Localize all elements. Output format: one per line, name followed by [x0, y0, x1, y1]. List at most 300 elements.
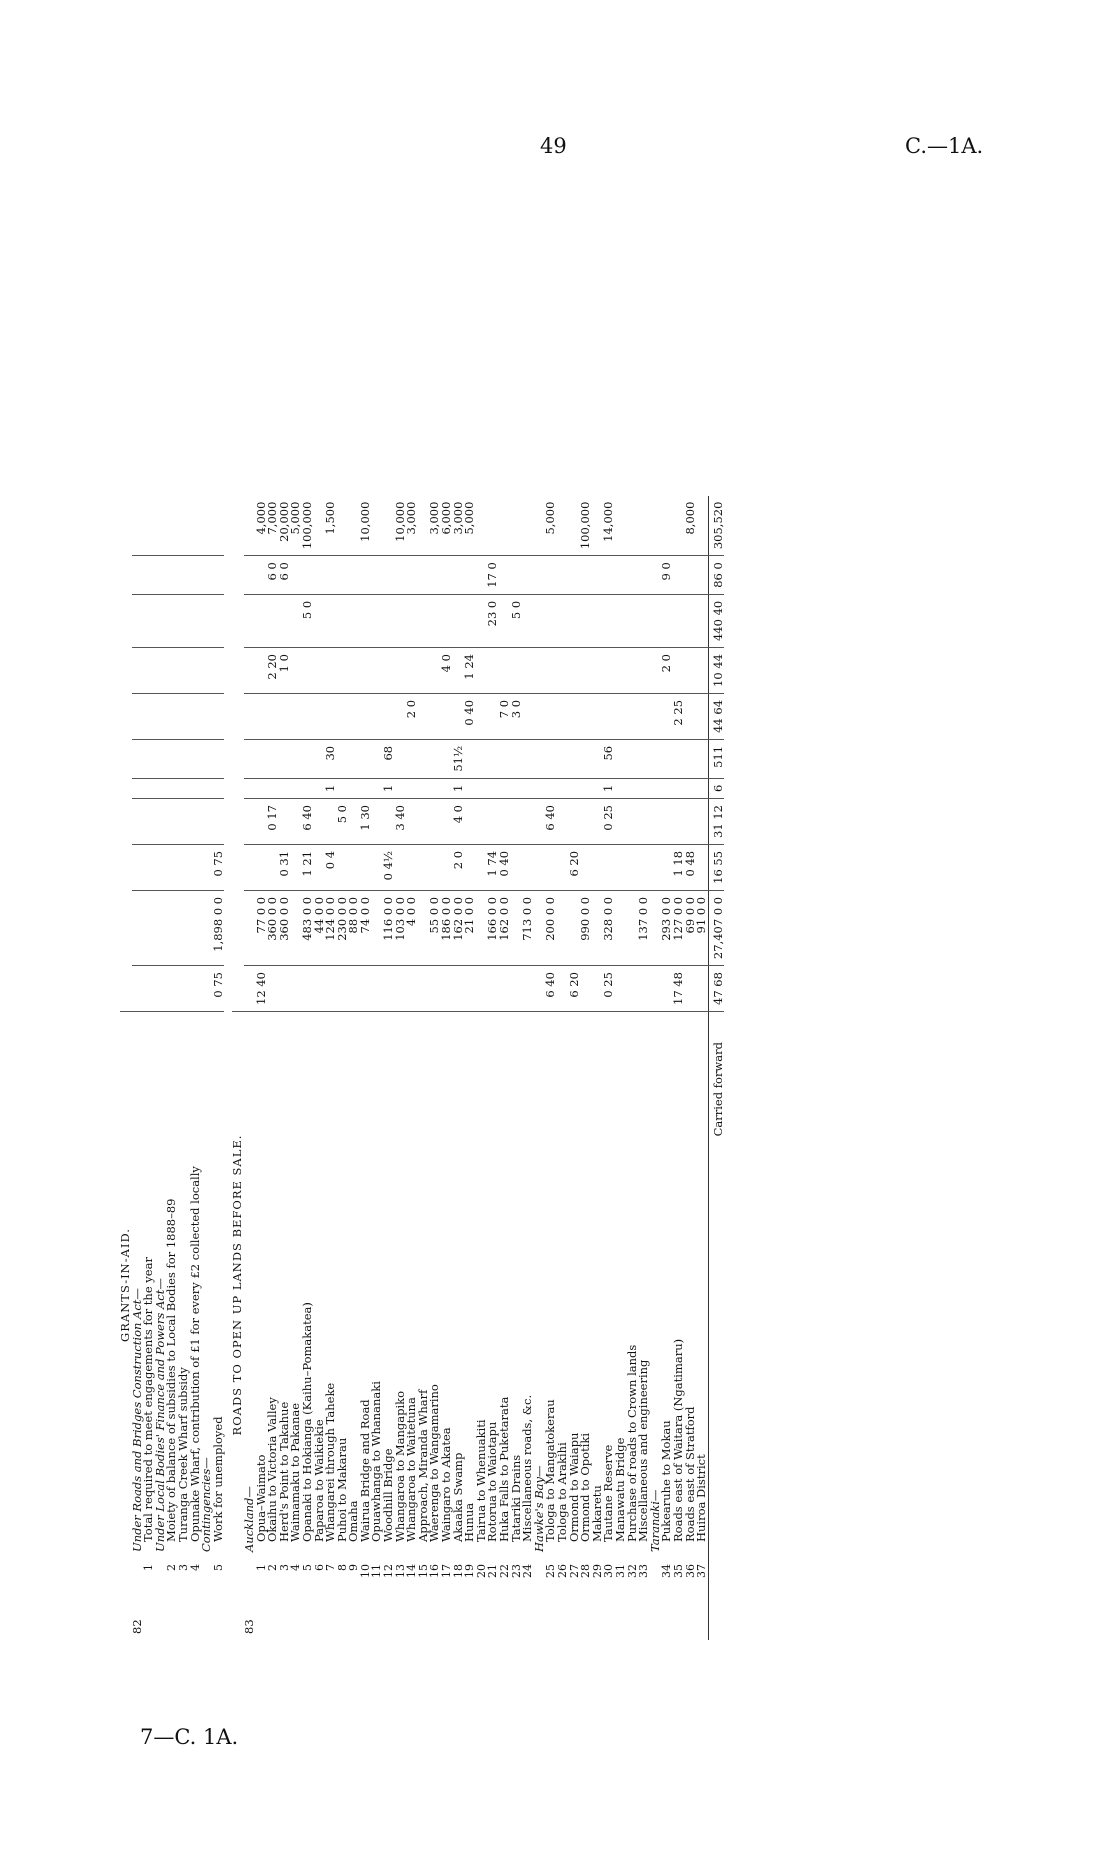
cell-c7	[545, 693, 557, 739]
item-name: Waimamaku to Pakanae	[288, 1402, 303, 1542]
cell-c6	[290, 739, 302, 778]
cell-c6	[213, 739, 225, 778]
cell-c5	[476, 778, 488, 798]
cell-c10	[190, 556, 202, 595]
item-name: Pukearuhe to Mokau	[659, 1420, 674, 1542]
cell-c5	[615, 778, 627, 798]
cell-c7	[418, 693, 430, 739]
cell-c4	[190, 799, 202, 845]
cell-c11: 100,000	[580, 496, 592, 556]
cell-c9	[314, 594, 326, 647]
cell-c3	[429, 844, 441, 890]
cell-c7	[638, 693, 650, 739]
item-name: Tairua to Whenuakiti	[473, 1419, 488, 1542]
cell-c3	[166, 844, 178, 890]
vote-number	[213, 1594, 225, 1640]
cell-c1	[132, 966, 144, 1012]
cell-c2: 360 0 0	[267, 890, 279, 965]
total-c4: 31 12	[708, 799, 724, 845]
cell-c9	[395, 594, 407, 647]
item-name: Turanga Creek Wharf subsidy	[175, 1367, 190, 1542]
cell-c11	[696, 496, 708, 556]
cell-c9	[569, 594, 581, 647]
cell-c2	[143, 890, 155, 965]
cell-c9	[418, 594, 430, 647]
cell-c6	[661, 739, 673, 778]
cell-c2: 293 0 0	[661, 890, 673, 965]
vote-number	[511, 1594, 523, 1640]
cell-c9	[325, 594, 337, 647]
cell-c7	[244, 693, 256, 739]
cell-c1: 0 75	[213, 966, 225, 1012]
item-name: Tologa to Mangatokerau	[543, 1399, 558, 1542]
cell-c2: 230 0 0	[337, 890, 349, 965]
cell-c7	[383, 693, 395, 739]
cell-c1	[580, 966, 592, 1012]
item-name: Hunua	[462, 1502, 477, 1542]
cell-c6	[256, 739, 268, 778]
cell-c6	[685, 739, 697, 778]
item-name: Roads east of Stratford	[682, 1406, 697, 1542]
cell-c2: 186 0 0	[441, 890, 453, 965]
cell-c9	[661, 594, 673, 647]
vote-number	[201, 1594, 213, 1640]
cell-c7	[190, 693, 202, 739]
cell-c9	[580, 594, 592, 647]
cell-c5	[638, 778, 650, 798]
cell-c7	[348, 693, 360, 739]
cell-c5	[429, 778, 441, 798]
cell-c5	[132, 778, 144, 798]
cell-c4	[685, 799, 697, 845]
cell-c10	[155, 556, 167, 595]
cell-c5	[155, 778, 167, 798]
cell-c6	[178, 739, 190, 778]
item-name: Omaha	[346, 1500, 361, 1542]
cell-c11	[132, 496, 144, 556]
cell-c6	[522, 739, 534, 778]
cell-c6	[580, 739, 592, 778]
item-number: 29	[590, 1564, 604, 1578]
cell-c11	[143, 496, 155, 556]
item-name: Total required to meet engagements for the year	[141, 1257, 156, 1542]
cell-c1	[696, 966, 708, 1012]
cell-c2	[178, 890, 190, 965]
cell-c10	[290, 556, 302, 595]
cell-c8	[155, 648, 167, 694]
cell-c2: 137 0 0	[638, 890, 650, 965]
item-number: 6	[312, 1564, 326, 1571]
cell-c7	[441, 693, 453, 739]
cell-c4: 5 0	[337, 799, 349, 845]
cell-c10: 17 0	[487, 556, 499, 595]
cell-c4	[201, 799, 213, 845]
vote-number	[499, 1594, 511, 1640]
cell-c6	[476, 739, 488, 778]
cell-c7	[166, 693, 178, 739]
cell-c1	[178, 966, 190, 1012]
cell-c7	[429, 693, 441, 739]
cell-c6	[673, 739, 685, 778]
cell-c5	[545, 778, 557, 798]
cell-c11	[627, 496, 639, 556]
cell-c6	[487, 739, 499, 778]
item-name: Paparoa to Waikiekie	[311, 1419, 326, 1542]
cell-c8	[487, 648, 499, 694]
item-number: 2	[266, 1564, 280, 1571]
item-number: 7	[324, 1564, 338, 1571]
cell-c2: 116 0 0	[383, 890, 395, 965]
vote-number	[464, 1594, 476, 1640]
cell-c8	[383, 648, 395, 694]
cell-c9	[627, 594, 639, 647]
cell-c5	[279, 778, 291, 798]
cell-c9	[267, 594, 279, 647]
cell-c8	[476, 648, 488, 694]
cell-c6	[511, 739, 523, 778]
vote-number	[371, 1594, 383, 1640]
item-number: 9	[347, 1564, 361, 1571]
cell-c7	[580, 693, 592, 739]
cell-c9	[406, 594, 418, 647]
item-name: Auckland—	[241, 1486, 256, 1552]
item-name: Tautane Reserve	[601, 1444, 616, 1542]
cell-c9	[337, 594, 349, 647]
table-row	[638, 496, 650, 1640]
cell-c11	[650, 496, 662, 556]
cell-c8	[190, 648, 202, 694]
cell-c8	[213, 648, 225, 694]
item-number: 12	[382, 1564, 396, 1578]
vote-number	[290, 1594, 302, 1640]
cell-c10	[627, 556, 639, 595]
cell-c6	[337, 739, 349, 778]
item-number: 25	[544, 1564, 558, 1578]
total-c10: 86 0	[708, 556, 724, 595]
cell-c3	[256, 844, 268, 890]
cell-c8	[132, 648, 144, 694]
cell-c9: 5 0	[302, 594, 314, 647]
cell-c7	[522, 693, 534, 739]
cell-c5	[511, 778, 523, 798]
cell-c3	[395, 844, 407, 890]
cell-c5	[696, 778, 708, 798]
item-name: Manawatu Bridge	[612, 1437, 627, 1542]
cell-c1	[383, 966, 395, 1012]
cell-c9	[534, 594, 546, 647]
cell-c4	[132, 799, 144, 845]
table-row	[213, 496, 225, 1640]
cell-c3: 0 4½	[383, 844, 395, 890]
cell-c4	[627, 799, 639, 845]
cell-c2: 713 0 0	[522, 890, 534, 965]
cell-c2: 162 0 0	[499, 890, 511, 965]
cell-c9	[545, 594, 557, 647]
cell-c11	[166, 496, 178, 556]
vote-number	[673, 1594, 685, 1640]
cell-c10	[325, 556, 337, 595]
cell-c5	[348, 778, 360, 798]
cell-c7	[132, 693, 144, 739]
item-name: Under Roads and Bridges Construction Act—	[129, 1288, 144, 1552]
cell-c1: 0 25	[603, 966, 615, 1012]
cell-c3	[580, 844, 592, 890]
cell-c1	[290, 966, 302, 1012]
item-name: Ormond to Opotiki	[578, 1432, 593, 1542]
item-number	[201, 1558, 213, 1594]
cell-c1	[395, 966, 407, 1012]
cell-c10	[638, 556, 650, 595]
cell-c4	[522, 799, 534, 845]
vote-number	[314, 1594, 326, 1640]
cell-c11	[201, 496, 213, 556]
cell-c1	[464, 966, 476, 1012]
item-name: Work for unemployed	[210, 1416, 225, 1542]
cell-c11: 8,000	[685, 496, 697, 556]
cell-c6	[360, 739, 372, 778]
cell-c7	[615, 693, 627, 739]
cell-c8	[673, 648, 685, 694]
cell-c8	[627, 648, 639, 694]
cell-c8: 1 0	[279, 648, 291, 694]
cell-c6	[429, 739, 441, 778]
cell-c4	[499, 799, 511, 845]
cell-c9	[603, 594, 615, 647]
cell-c4	[638, 799, 650, 845]
cell-c5	[418, 778, 430, 798]
cell-c1	[279, 966, 291, 1012]
cell-c3	[360, 844, 372, 890]
cell-c2: 88 0 0	[348, 890, 360, 965]
cell-c1: 6 40	[545, 966, 557, 1012]
cell-c6	[395, 739, 407, 778]
item-number: 13	[393, 1564, 407, 1578]
cell-c2: 74 0 0	[360, 890, 372, 965]
cell-c2: 200 0 0	[545, 890, 557, 965]
cell-c10	[143, 556, 155, 595]
cell-c11: 5,000	[545, 496, 557, 556]
cell-c4: 1 30	[360, 799, 372, 845]
cell-c11	[213, 496, 225, 556]
item-name: Whangarei through Taheke	[323, 1382, 338, 1542]
roads-heading: ROADS TO OPEN UP LANDS BEFORE SALE.	[230, 1134, 245, 1436]
cell-c1	[476, 966, 488, 1012]
cell-c10	[557, 556, 569, 595]
cell-c9	[190, 594, 202, 647]
vote-number	[267, 1594, 279, 1640]
item-name: Approach, Miranda Wharf	[415, 1389, 430, 1542]
item-number: 17	[440, 1564, 454, 1578]
cell-c11: 5,000	[464, 496, 476, 556]
cell-c9	[201, 594, 213, 647]
item-name: Huiroa District	[694, 1454, 709, 1542]
cell-c5	[580, 778, 592, 798]
page-reference: C.—1A.	[905, 134, 984, 158]
item-number: 16	[428, 1564, 442, 1578]
cell-c4	[615, 799, 627, 845]
cell-c8	[348, 648, 360, 694]
cell-c8	[522, 648, 534, 694]
cell-c8	[395, 648, 407, 694]
cell-c5: 1	[603, 778, 615, 798]
total-c1: 47 68	[708, 966, 724, 1012]
cell-c10	[383, 556, 395, 595]
vote-number	[441, 1594, 453, 1640]
cell-c11	[178, 496, 190, 556]
cell-c4	[673, 799, 685, 845]
table-row	[337, 496, 349, 1640]
cell-c6	[267, 739, 279, 778]
cell-c7	[279, 693, 291, 739]
cell-c6	[166, 739, 178, 778]
cell-c6	[132, 739, 144, 778]
item-number: 4	[289, 1564, 303, 1571]
item-number: 3	[176, 1564, 190, 1571]
cell-c5: 1	[325, 778, 337, 798]
cell-c9	[143, 594, 155, 647]
cell-c1	[190, 966, 202, 1012]
vote-number	[580, 1594, 592, 1640]
cell-c5	[569, 778, 581, 798]
item-number	[244, 1558, 256, 1594]
cell-c4: 0 25	[603, 799, 615, 845]
cell-c4	[213, 799, 225, 845]
cell-c10	[429, 556, 441, 595]
cell-c9	[673, 594, 685, 647]
cell-c3	[406, 844, 418, 890]
cell-c3: 0 4	[325, 844, 337, 890]
cell-c5: 1	[383, 778, 395, 798]
item-number: 18	[451, 1564, 465, 1578]
cell-c1	[360, 966, 372, 1012]
total-c11: 305,520	[708, 496, 724, 556]
cell-c7: 0 40	[464, 693, 476, 739]
cell-c5	[360, 778, 372, 798]
cell-c4	[166, 799, 178, 845]
cell-c11	[557, 496, 569, 556]
item-number: 26	[555, 1564, 569, 1578]
cell-c11	[615, 496, 627, 556]
cell-c3	[348, 844, 360, 890]
cell-c1	[453, 966, 465, 1012]
vote-number	[615, 1594, 627, 1640]
cell-c10	[603, 556, 615, 595]
cell-c8: 4 0	[441, 648, 453, 694]
item-name: Taranaki—	[647, 1489, 662, 1552]
cell-c4: 0 17	[267, 799, 279, 845]
total-c5: 6	[708, 778, 724, 798]
cell-c11	[476, 496, 488, 556]
cell-c3: 0 48	[685, 844, 697, 890]
grants-table	[120, 496, 724, 1640]
cell-c2: 55 0 0	[429, 890, 441, 965]
vote-number	[190, 1594, 202, 1640]
cell-c4: 3 40	[395, 799, 407, 845]
cell-c1	[371, 966, 383, 1012]
vote-number	[638, 1594, 650, 1640]
cell-c9	[166, 594, 178, 647]
cell-c8	[360, 648, 372, 694]
cell-c5	[290, 778, 302, 798]
item-number: 27	[567, 1564, 581, 1578]
cell-c6	[155, 739, 167, 778]
cell-c4	[279, 799, 291, 845]
cell-c10	[615, 556, 627, 595]
item-name: Opanaki to Hokianga (Kaihu–Pomakatea)	[299, 1302, 314, 1542]
vote-number	[569, 1594, 581, 1640]
vote-number	[155, 1594, 167, 1640]
cell-c10	[244, 556, 256, 595]
item-number: 14	[405, 1564, 419, 1578]
cell-c8: 2 20	[267, 648, 279, 694]
cell-c8	[178, 648, 190, 694]
item-number: 10	[358, 1564, 372, 1578]
cell-c3	[603, 844, 615, 890]
cell-c11: 5,000	[290, 496, 302, 556]
item-number: 8	[335, 1564, 349, 1571]
cell-c5	[244, 778, 256, 798]
vote-number	[383, 1594, 395, 1640]
cell-c11: 10,000	[360, 496, 372, 556]
cell-c6	[627, 739, 639, 778]
item-number: 28	[579, 1564, 593, 1578]
item-number: 34	[660, 1564, 674, 1578]
cell-c11: 3,000	[406, 496, 418, 556]
cell-c2	[155, 890, 167, 965]
cell-c2: 328 0 0	[603, 890, 615, 965]
item-name: Moiety of balance of subsidies to Local Bodies for 1888–89	[164, 1198, 179, 1542]
cell-c1	[267, 966, 279, 1012]
cell-c3	[696, 844, 708, 890]
cell-c4	[371, 799, 383, 845]
cell-c8: 1 24	[464, 648, 476, 694]
spacer-row	[224, 496, 232, 1640]
cell-c4	[464, 799, 476, 845]
page-number: 49	[540, 134, 567, 158]
carried-forward-label: Carried forward	[708, 1012, 724, 1559]
cell-c3	[464, 844, 476, 890]
cell-c2	[190, 890, 202, 965]
cell-c5	[534, 778, 546, 798]
cell-c5	[522, 778, 534, 798]
item-number: 2	[165, 1564, 179, 1571]
cell-c5	[464, 778, 476, 798]
cell-c8	[638, 648, 650, 694]
cell-c9	[522, 594, 534, 647]
cell-c7	[337, 693, 349, 739]
cell-c10	[302, 556, 314, 595]
cell-c2: 69 0 0	[685, 890, 697, 965]
cell-c10	[569, 556, 581, 595]
cell-c2: 360 0 0	[279, 890, 291, 965]
cell-c6	[418, 739, 430, 778]
cell-c10	[178, 556, 190, 595]
cell-c8	[371, 648, 383, 694]
cell-c3	[155, 844, 167, 890]
cell-c6	[244, 739, 256, 778]
cell-c10	[348, 556, 360, 595]
cell-c1	[143, 966, 155, 1012]
cell-c3: 1 74	[487, 844, 499, 890]
cell-c1	[166, 966, 178, 1012]
cell-c8	[325, 648, 337, 694]
cell-c6	[650, 739, 662, 778]
item-number: 5	[300, 1564, 314, 1571]
cell-c2: 127 0 0	[673, 890, 685, 965]
vote-number: 82	[129, 1619, 144, 1634]
cell-c9	[650, 594, 662, 647]
cell-c1	[685, 966, 697, 1012]
